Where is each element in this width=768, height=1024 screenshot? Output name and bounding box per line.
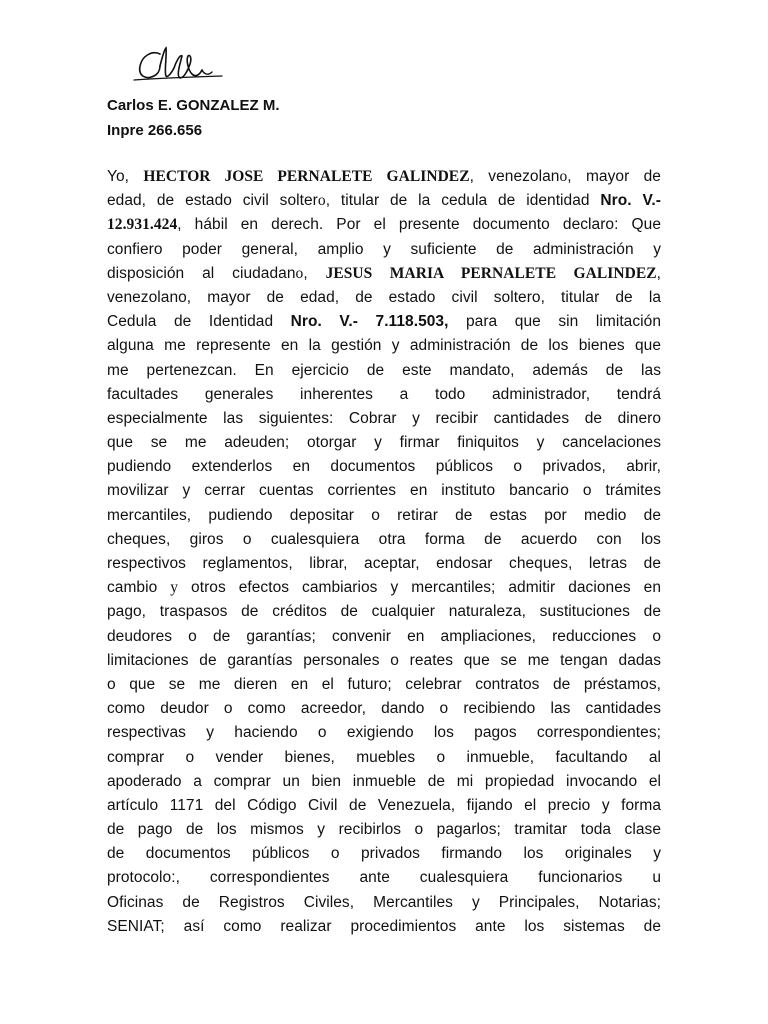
emphasized-text: 12.931.424 — [107, 216, 178, 234]
body-line — [107, 915, 661, 939]
body-text-segment: disposición al ciudadan — [107, 264, 296, 282]
body-line — [107, 455, 661, 479]
body-text-segment: Cedula de Identidad — [107, 313, 291, 331]
body-text-segment: respectivos reglamentos, librar, aceptar, endosar cheques, letras de — [107, 555, 661, 572]
body-line — [107, 625, 661, 649]
body-text-segment: , — [656, 264, 661, 282]
body-line — [107, 721, 661, 745]
body-text-segment: que se me adeuden; otorgar y firmar finiquitos y cancelaciones — [107, 434, 661, 452]
emphasized-text: o — [317, 192, 326, 210]
body-line — [107, 552, 661, 576]
body-text-segment: mercantiles, pudiendo depositar o retirar de estas por medio de — [107, 506, 661, 524]
body-text-segment: de documentos públicos o privados firmando los originales y — [107, 845, 661, 863]
emphasized-text: Nro. V.- 7.118.503, — [290, 313, 449, 331]
body-text-segment: venezolano, mayor de edad, de estado civil soltero, titular de la — [107, 288, 661, 306]
body-text-segment: otros efectos cambiarios y mercantiles; admitir daciones en — [178, 579, 661, 597]
body-line — [107, 479, 661, 503]
body-text-segment: Yo, — [107, 168, 144, 185]
body-text-segment: protocolo:, correspondientes ante cualesquiera funcionarios u — [107, 869, 661, 887]
body-line — [107, 770, 661, 794]
body-line — [107, 866, 661, 890]
body-line — [107, 794, 661, 818]
emphasized-text: Nro. V.- — [600, 192, 661, 210]
body-line — [107, 310, 661, 334]
body-text-segment: para que sin limitación — [448, 313, 661, 331]
body-text-segment: especialmente las siguientes: Cobrar y recibir cantidades de dinero — [107, 409, 661, 427]
document-body — [107, 165, 661, 939]
body-line — [107, 407, 661, 431]
body-text-segment: alguna me represente en la gestión y administración de los bienes que — [107, 337, 661, 355]
body-text-segment: comprar o vender bienes, muebles o inmueble, facultando al — [107, 748, 661, 766]
body-text-segment: , — [303, 264, 326, 282]
body-text-segment: limitaciones de garantías personales o reates que se me tengan dadas — [107, 651, 661, 669]
body-line — [107, 334, 661, 358]
body-line — [107, 165, 661, 189]
body-text-segment: respectivas y haciendo o exigiendo los pagos correspondientes; — [107, 724, 661, 742]
emphasized-text: o — [559, 168, 568, 185]
body-text-segment: facultades generales inherentes a todo administrador, tendrá — [107, 385, 661, 403]
body-text-segment: me pertenezcan. En ejercicio de este mandato, además de las — [107, 361, 661, 379]
body-line — [107, 673, 661, 697]
signature-icon — [130, 42, 226, 90]
body-text-segment: de pago de los mismos y recibirlos o pagarlos; tramitar toda clase — [107, 821, 661, 839]
body-text-segment: artículo 1171 del Código Civil de Venezuela, fijando el precio y forma — [107, 796, 661, 814]
body-line — [107, 286, 661, 310]
body-line — [107, 576, 661, 600]
body-line — [107, 697, 661, 721]
body-line — [107, 528, 661, 552]
body-text-segment: apoderado a comprar un bien inmueble de mi propiedad invocando el — [107, 772, 661, 790]
body-line — [107, 359, 661, 383]
signer-name: Carlos E. GONZALEZ M. — [107, 97, 280, 114]
body-line — [107, 600, 661, 624]
body-line — [107, 431, 661, 455]
body-text-segment: , titular de la cedula de identidad — [325, 192, 601, 210]
emphasized-text: HECTOR JOSE PERNALETE GALINDEZ — [143, 168, 470, 185]
body-text-segment: confiero poder general, amplio y suficiente de administración y — [107, 240, 661, 258]
body-text-segment: , hábil en derech. Por el presente documento declaro: Que — [177, 216, 661, 234]
body-line — [107, 189, 661, 213]
body-line — [107, 842, 661, 866]
body-line — [107, 746, 661, 770]
body-text-segment: movilizar y cerrar cuentas corrientes en instituto bancario o trámites — [107, 482, 661, 500]
emphasized-text: y — [170, 579, 179, 597]
body-text-segment: cambio — [107, 579, 171, 597]
handwritten-signature — [130, 42, 226, 90]
body-line — [107, 818, 661, 842]
body-text-segment: SENIAT; así como realizar procedimientos ante los sistemas de — [107, 917, 661, 935]
body-line — [107, 383, 661, 407]
body-text-segment: pago, traspasos de créditos de cualquier naturaleza, sustituciones de — [107, 603, 661, 621]
body-line — [107, 262, 661, 286]
body-line — [107, 649, 661, 673]
body-text-segment: Oficinas de Registros Civiles, Mercantiles y Principales, Notarias; — [107, 893, 661, 911]
body-text-segment: como deudor o como acreedor, dando o recibiendo las cantidades — [107, 700, 661, 718]
emphasized-text: o — [295, 264, 304, 282]
body-text-segment: edad, de estado civil solter — [107, 192, 318, 210]
signer-inpre: Inpre 266.656 — [107, 122, 203, 139]
body-line — [107, 504, 661, 528]
body-line — [107, 238, 661, 262]
body-text-segment: cheques, giros o cualesquiera otra forma de acuerdo con los — [107, 530, 661, 548]
body-text-segment: , mayor de — [567, 168, 661, 185]
emphasized-text: JESUS MARIA PERNALETE GALINDEZ — [325, 264, 657, 282]
body-text-segment: , venezolan — [469, 168, 560, 185]
body-line — [107, 891, 661, 915]
body-line — [107, 213, 661, 237]
body-text-segment: deudores o de garantías; convenir en ampliaciones, reducciones o — [107, 627, 661, 645]
signer-block — [107, 93, 667, 143]
body-text-segment: pudiendo extenderlos en documentos públicos o privados, abrir, — [107, 458, 661, 476]
body-text-segment: o que se me dieren en el futuro; celebrar contratos de préstamos, — [107, 675, 661, 693]
